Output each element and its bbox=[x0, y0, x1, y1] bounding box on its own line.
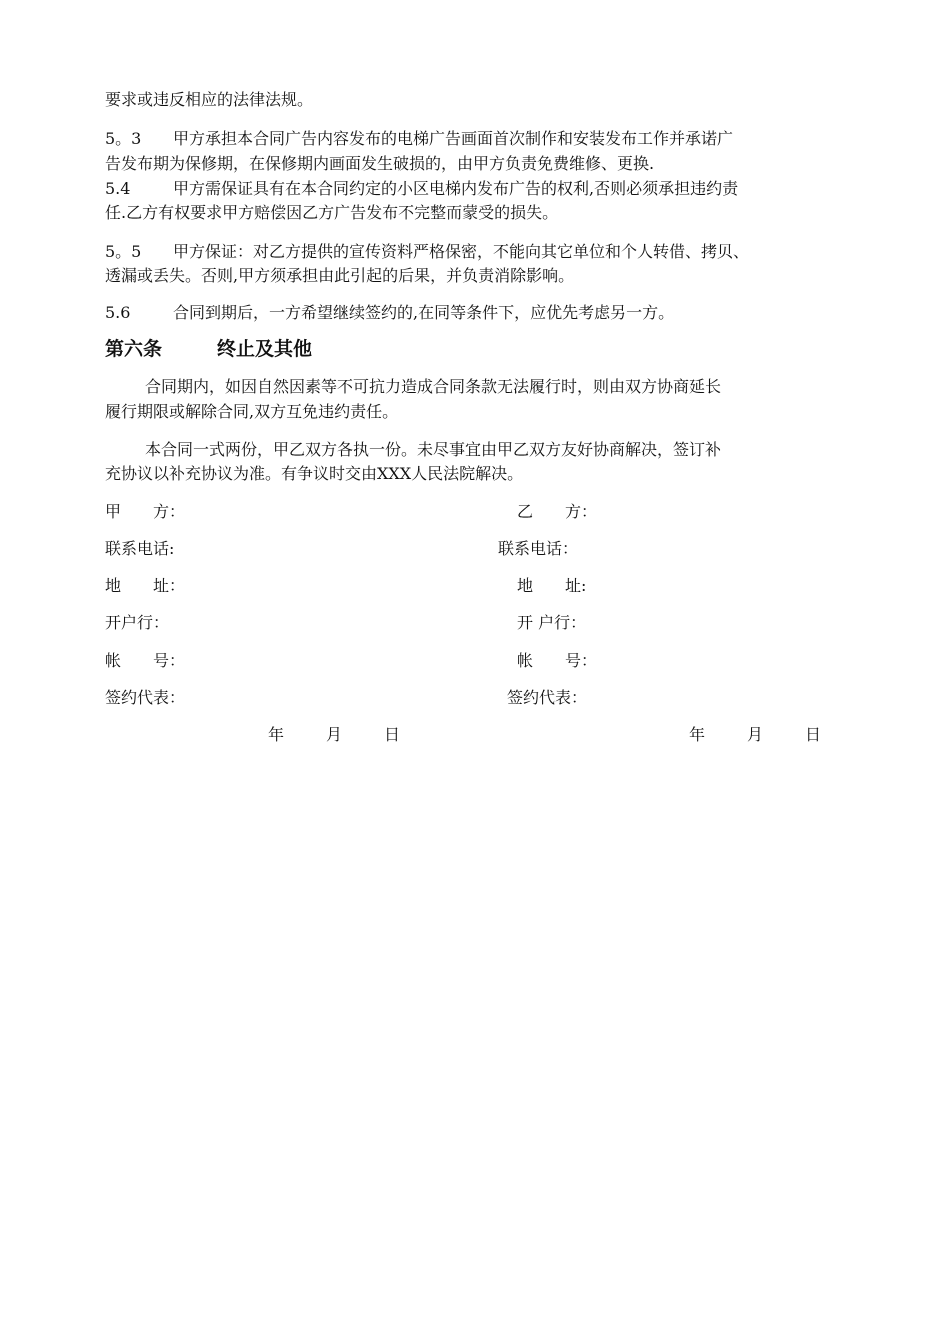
section-6-para2-line2: 充协议以补充协议为准。有争议时交由XXX人民法院解决。 bbox=[105, 464, 524, 483]
clause-text: 甲方需保证具有在本合同约定的小区电梯内发布广告的权利,否则必须承担违约责 bbox=[173, 179, 739, 198]
party-a-label: 甲 方： bbox=[105, 502, 186, 521]
section-number: 第六条 bbox=[105, 338, 163, 360]
clause-number: 5.6 bbox=[105, 303, 131, 322]
party-a-address-label: 地 址： bbox=[105, 576, 186, 595]
year-label: 年 bbox=[268, 725, 285, 744]
continuation-text: 要求或违反相应的法律法规。 bbox=[105, 90, 314, 109]
section-6-para2-line1: 本合同一式两份，甲乙双方各执一份。未尽事宜由甲乙双方友好协商解决，签订补 bbox=[145, 440, 722, 459]
month-label: 月 bbox=[747, 725, 764, 744]
section-title: 终止及其他 bbox=[217, 338, 313, 360]
section-6-para1-line2: 履行期限或解除合同,双方互免违约责任。 bbox=[105, 402, 399, 421]
party-a-phone-label: 联系电话: bbox=[105, 539, 175, 558]
clause-text: 甲方承担本合同广告内容发布的电梯广告画面首次制作和安装发布工作并承诺广 bbox=[173, 129, 734, 148]
section-6-heading bbox=[105, 336, 312, 362]
party-b-bank-label: 开 户行： bbox=[517, 613, 587, 632]
party-b-rep-label: 签约代表： bbox=[507, 688, 588, 707]
party-a-bank-label: 开户行： bbox=[105, 613, 170, 632]
clause-5-5-line1 bbox=[105, 240, 749, 264]
party-b-date bbox=[689, 723, 863, 747]
party-b-account-label: 帐 号： bbox=[517, 651, 598, 670]
year-label: 年 bbox=[689, 725, 706, 744]
section-6-para1-line1: 合同期内，如因自然因素等不可抗力造成合同条款无法履行时，则由双方协商延长 bbox=[145, 377, 722, 396]
party-b-label: 乙 方： bbox=[517, 502, 598, 521]
clause-5-6-line1 bbox=[105, 301, 674, 325]
clause-text: 甲方保证：对乙方提供的宣传资料严格保密，不能向其它单位和个人转借、拷贝、 bbox=[173, 242, 750, 261]
month-label: 月 bbox=[326, 725, 343, 744]
clause-text: 合同到期后，一方希望继续签约的,在同等条件下，应优先考虑另一方。 bbox=[173, 303, 675, 322]
clause-number: 5。5 bbox=[105, 242, 142, 261]
day-label: 日 bbox=[384, 725, 401, 744]
clause-5-5-line2: 透漏或丢失。否则,甲方须承担由此引起的后果，并负责消除影响。 bbox=[105, 266, 575, 285]
clause-number: 5.4 bbox=[105, 179, 131, 198]
party-a-account-label: 帐 号： bbox=[105, 651, 186, 670]
clause-5-3-line2: 告发布期为保修期，在保修期内画面发生破损的，由甲方负责免费维修、更换. bbox=[105, 154, 655, 173]
clause-5-3-line1 bbox=[105, 127, 733, 151]
party-a-rep-label: 签约代表： bbox=[105, 688, 186, 707]
clause-5-4-line1 bbox=[105, 177, 738, 201]
clause-number: 5。3 bbox=[105, 129, 142, 148]
party-a-date bbox=[268, 723, 442, 747]
clause-5-4-line2: 任.乙方有权要求甲方赔偿因乙方广告发布不完整而蒙受的损失。 bbox=[105, 203, 559, 222]
party-b-phone-label: 联系电话： bbox=[498, 539, 579, 558]
party-b-address-label: 地 址: bbox=[517, 576, 587, 595]
day-label: 日 bbox=[805, 725, 822, 744]
